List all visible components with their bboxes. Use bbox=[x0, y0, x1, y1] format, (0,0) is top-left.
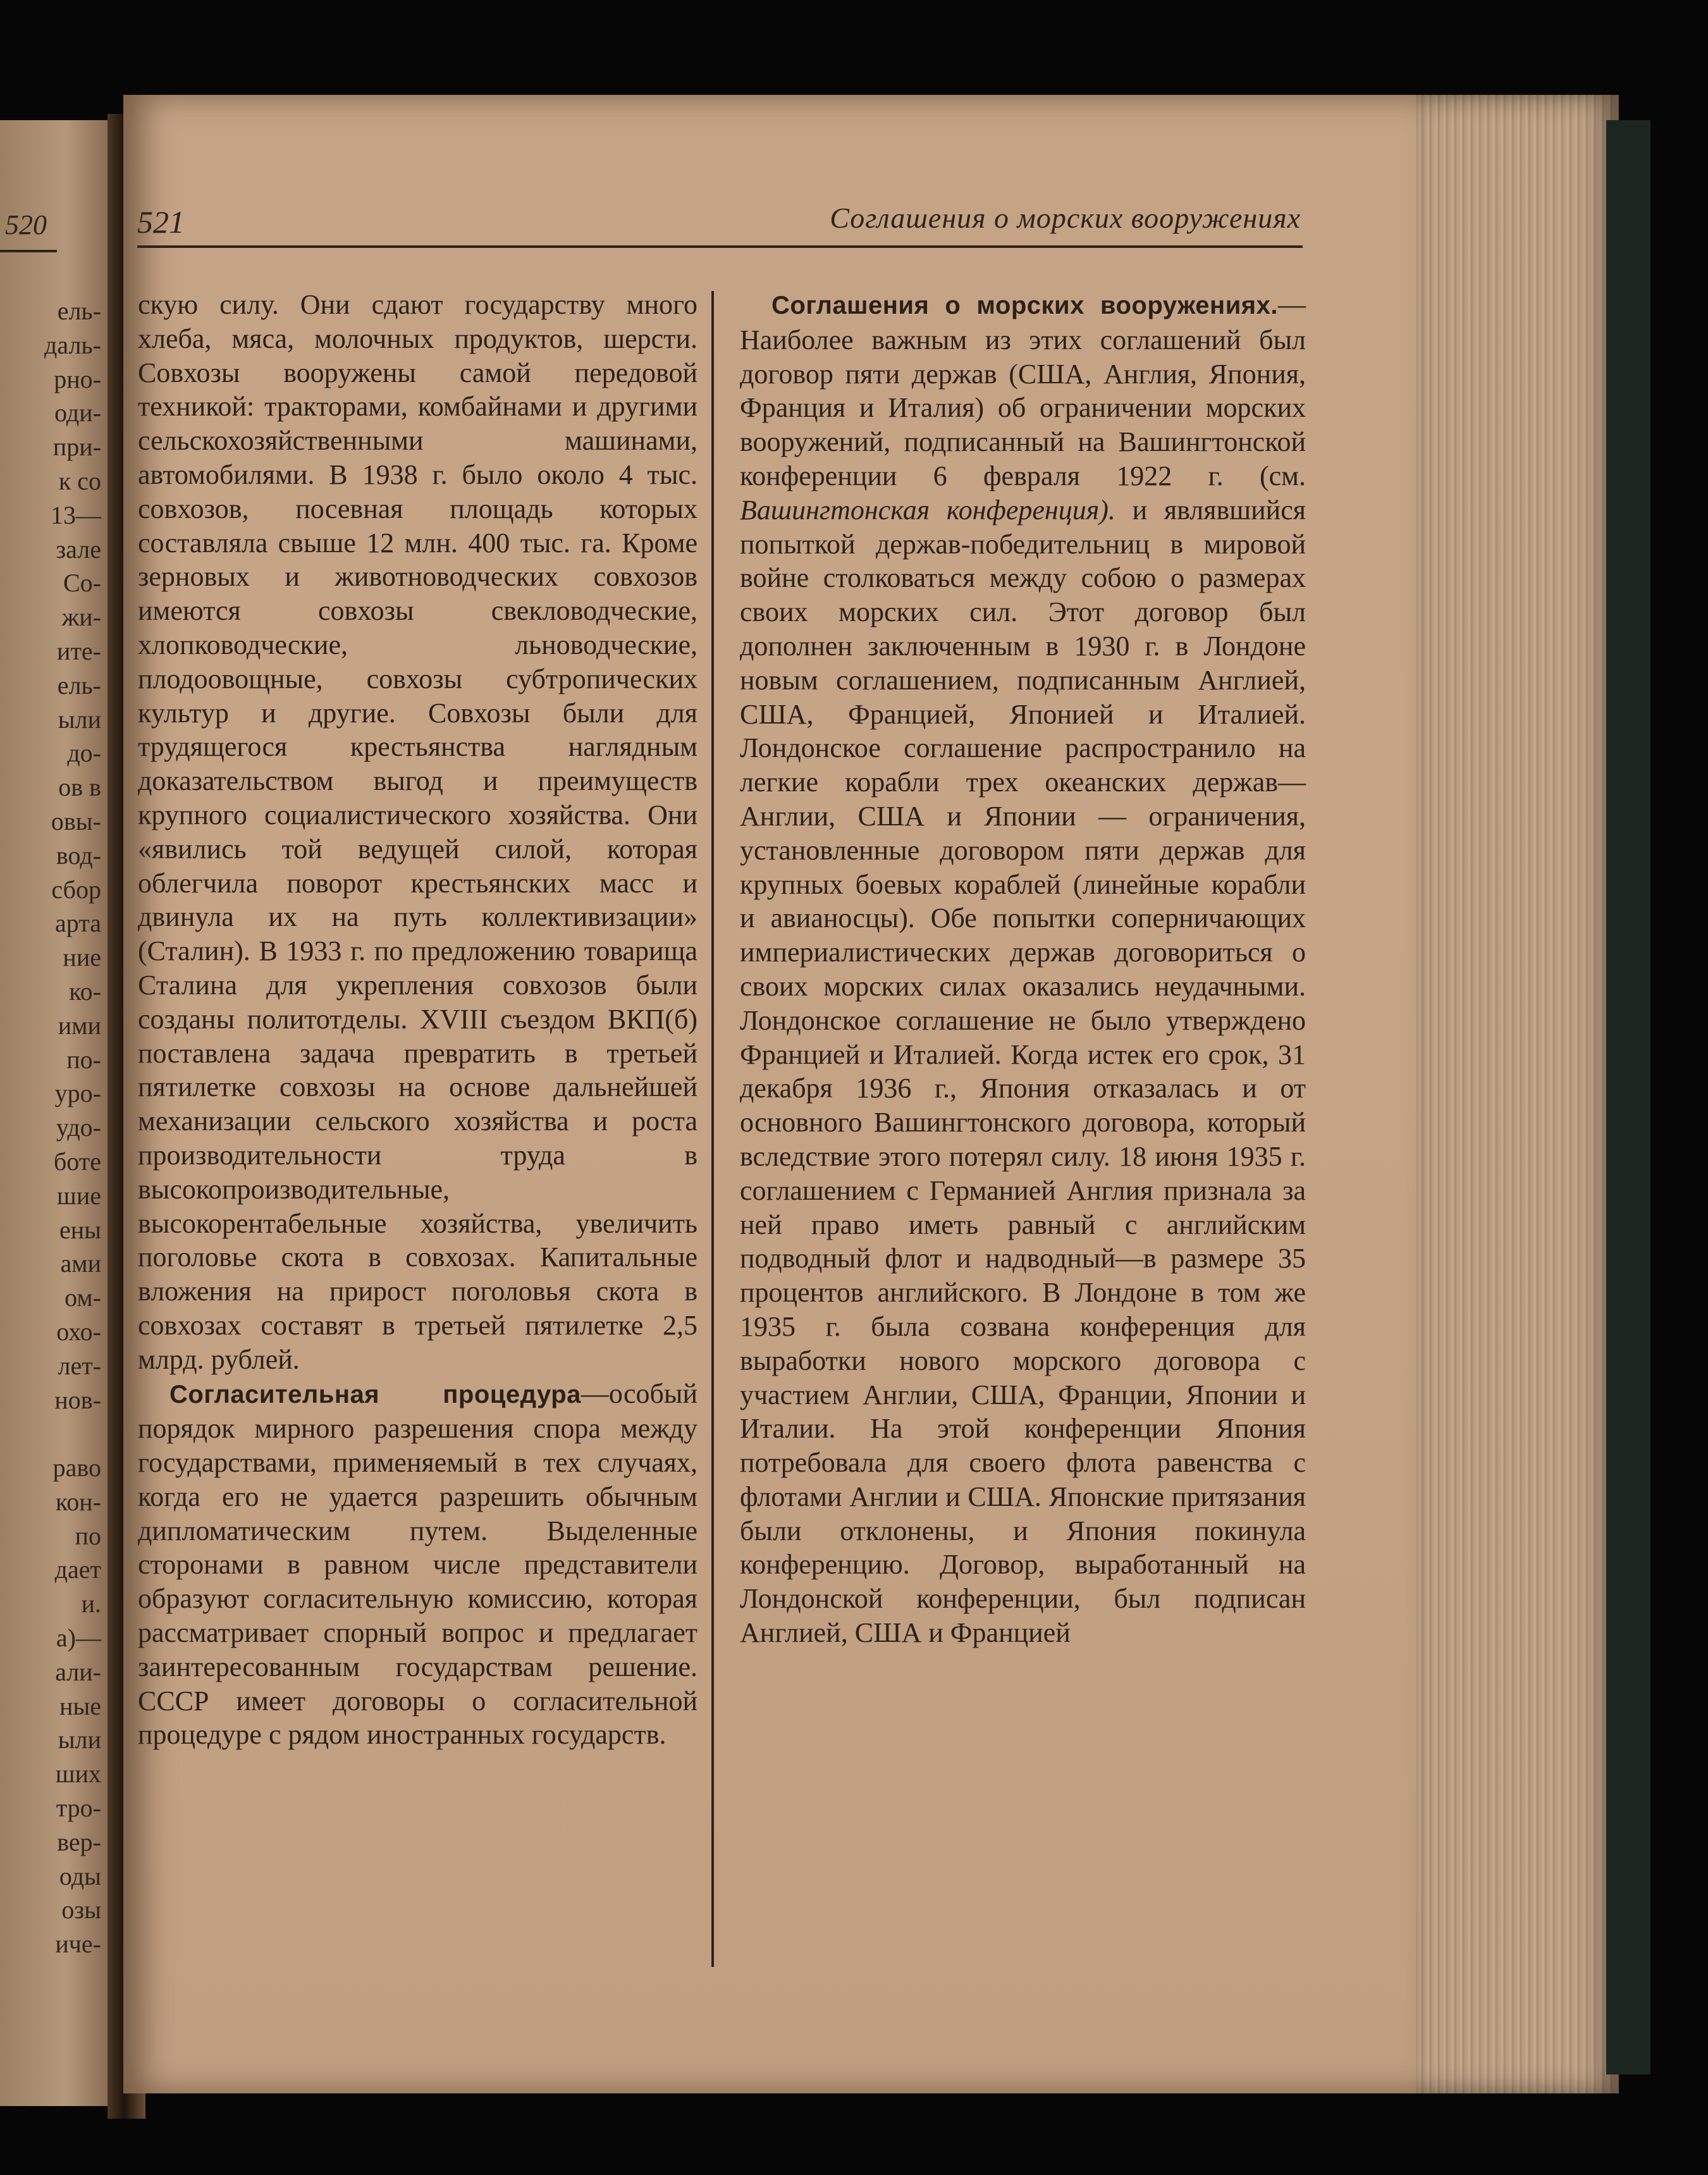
right-column bbox=[740, 288, 1306, 1650]
page-header bbox=[137, 196, 1301, 253]
entry-text-part-a: —Наиболее важным из этих соглашений был договор пяти держав (США, Англия, Япония, Франция и Италия) об ограничении морских вооружений, подписанный на Вашингтонской конференции 6 февраля 1922 г. (см. bbox=[740, 289, 1306, 491]
header-rule bbox=[137, 245, 1303, 248]
column-divider bbox=[711, 291, 714, 1967]
entry-term: Согласительная процедура bbox=[169, 1380, 581, 1408]
page-number: 521 bbox=[137, 204, 185, 240]
page-edges bbox=[1416, 95, 1619, 2093]
left-page-number: 520 bbox=[5, 209, 47, 240]
left-page-text-fragments: ель- даль- рно- оди- при- к со 13— зале Со- жи- ите- ель- ыли до- ов в овы- вод- сбор арта ние ко- ими по- уро- удо- боте шие ены ами ом- охо- лет- нов- раво кон- по дает и. а)— али- ные ыли ших тро- вер- оды озы иче- bbox=[44, 297, 101, 1959]
left-header-rule bbox=[0, 250, 57, 252]
entry-text: —особый порядок мирного разрешения спора между государствами, применяемый в тех случаях, когда его не удается разрешить обычным дипломатическим путем. Выделенные сторонами в равном числе представители образуют согласительную комиссию, которая рассматривает спорный вопрос и предлагает заинтересованным государствам решение. СССР имеет договоры о согласительной процедуре с рядом иностранных государств. bbox=[138, 1377, 697, 1751]
paragraph-sovkhozy: скую силу. Они сдают государству много хлеба, мяса, молочных продуктов, шерсти. Совхозы вооружены самой передовой техникой: тракторами, комбайнами и другими сельскохозяйственными машинами, автомобилями. В 1938 г. было около 4 тыс. совхозов, посевная площадь которых составляла свыше 12 млн. 400 тыс. га. Кроме зерновых и животноводческих совхозов имеются совхозы свекловодческие, хлопководческие, льноводческие, плодоовощные, совхозы субтропических культур и другие. Совхозы были для трудящегося крестьянства наглядным доказательством выгод и преимуществ крупного социалистического хозяйства. Они «явились той ведущей силой, которая облегчила поворот крестьянских масс и двинула их на путь коллективизации» (Сталин). В 1933 г. по предложению товарища Сталина для укрепления совхозов были созданы политотделы. XVIII съездом ВКП(б) поставлена задача превратить в третьей пятилетке совхозы на основе дальнейшей механизации сельского хозяйства и роста производительности труда в высокопроизводительные, высокорентабельные хозяйства, увеличить поголовье скота в совхозах. Капитальные вложения на прирост поголовья скота в совхозах составят в третьей пятилетке 2,5 млрд. рублей. bbox=[138, 289, 697, 1375]
paragraph-morskie-vooruzheniya bbox=[740, 288, 1306, 1650]
paragraph-soglasitelnaya-procedura bbox=[138, 1377, 697, 1753]
book-cover bbox=[1606, 120, 1650, 2074]
see-reference: Вашингтонская конференция). bbox=[740, 494, 1115, 526]
running-head: Соглашения о морских вооружениях bbox=[830, 202, 1301, 234]
entry-term: Соглашения о морских вооружениях. bbox=[771, 292, 1278, 319]
entry-text-part-b: и являвшийся попыткой держав-победительниц в мировой войне столковаться между собою о размерах своих морских сил. Этот договор был дополнен заключенным в 1930 г. в Лондоне новым соглашением, подписанным Англией, США, Францией, Японией и Италией. Лондонское соглашение распространило на легкие корабли трех океанских держав—Англии, США и Японии — ограничения, установленные договором пяти держав для крупных боевых кораблей (линейные корабли и авианосцы). Обе попытки соперничающих империалистических держав договориться о своих морских силах оказались неудачными. Лондонское соглашение не было утверждено Францией и Италией. Когда истек его срок, 31 декабря 1936 г., Япония отказалась и от основного Вашингтонского договора, который вследствие этого потерял силу. 18 июня 1935 г. соглашением с Германией Англия признала за ней право иметь равный с английским подводный флот и надводный—в размере 35 процентов английского. В Лондоне в том же 1935 г. была созвана конференция для выработки нового морского договора с участием Англии, США, Франции, Японии и Италии. На этой конференции Япония потребовала для своего флота равенства с флотами Англии и США. Японские притязания были отклонены, и Япония покинула конференцию. Договор, выработанный на Лондонской конференции, был подписан Англией, США и Францией bbox=[740, 494, 1306, 1649]
left-page bbox=[0, 120, 120, 2106]
left-column bbox=[138, 288, 697, 1752]
